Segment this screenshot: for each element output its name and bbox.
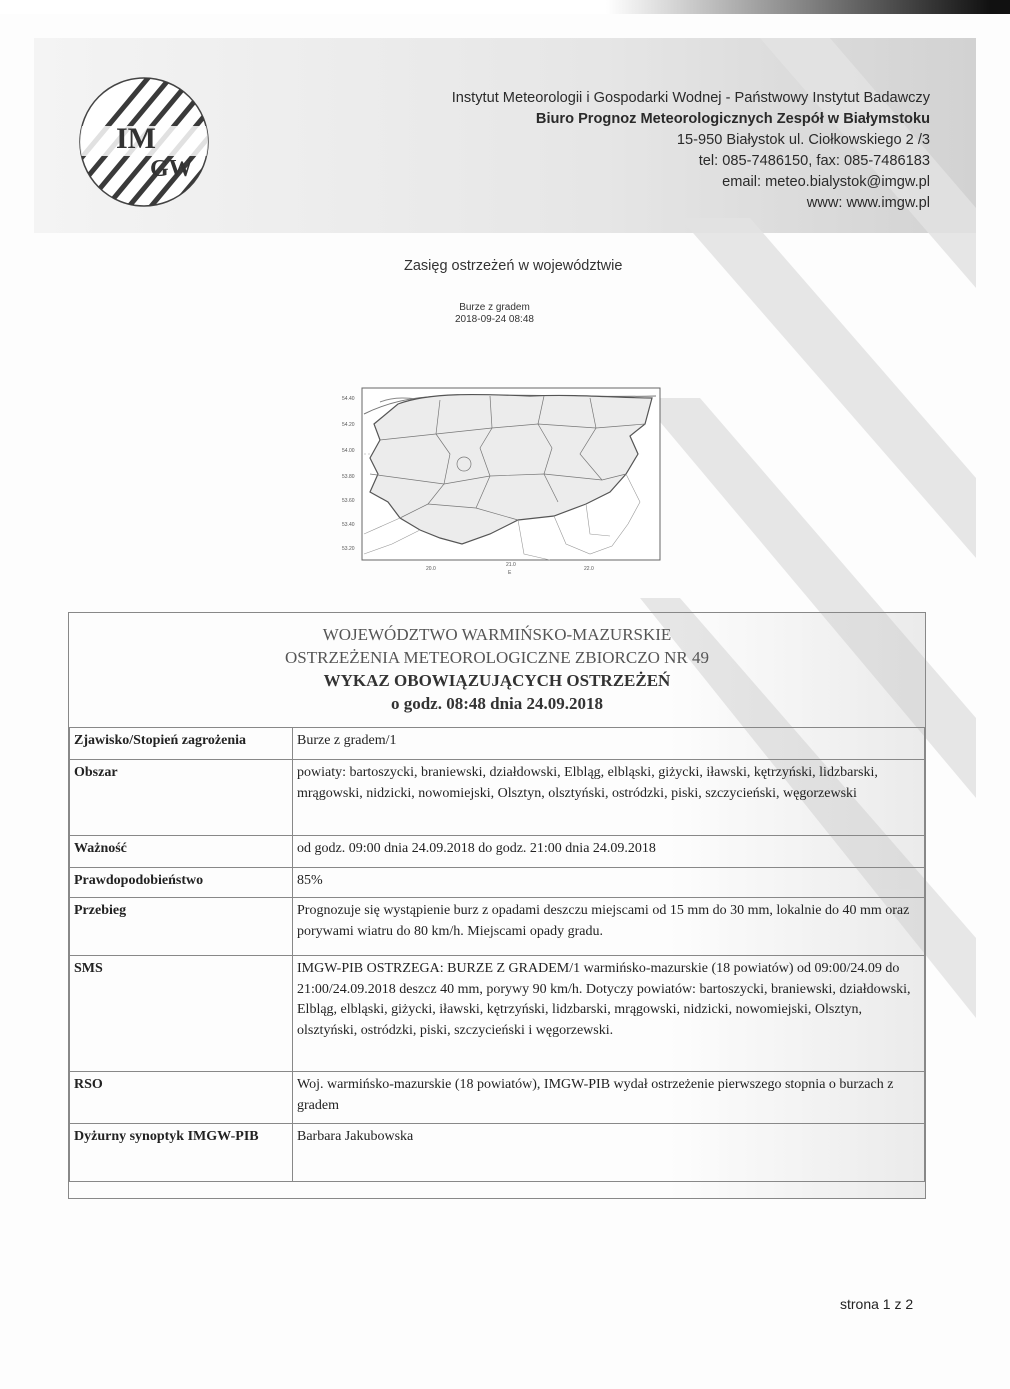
website: www: www.imgw.pl xyxy=(806,195,930,211)
row-value: Woj. warmińsko-mazurskie (18 powiatów), IMGW-PIB wydał ostrzeżenie pierwszego stopnia o burzach z gradem xyxy=(293,1072,925,1124)
map-title: Zasięg ostrzeżeń w województwie xyxy=(404,258,623,274)
row-label: Ważność xyxy=(70,836,293,868)
row-label: Dyżurny synoptyk IMGW-PIB xyxy=(70,1124,293,1182)
lat-tick: 53.80 xyxy=(342,474,355,480)
office-name: Biuro Prognoz Meteorologicznych Zespół w Białymstoku xyxy=(535,111,930,127)
row-value: IMGW-PIB OSTRZEGA: BURZE Z GRADEM/1 warmińsko-mazurskie (18 powiatów) od 09:00/24.09 do 21:00/24.09.2018 deszcz 40 mm, porywy 90 km/h. Dotyczy powiatów: bartoszycki, braniewski, działdowski, Elbląg, elbląski, giżycki, iławski, kętrzyński, lidzbarski, mrągowski, nidzicki, nowomiejski, Olsztyn, olsztyński, ostródzki, piski, szczycieński i węgorzewski. xyxy=(293,956,925,1072)
lat-tick: 54.20 xyxy=(342,422,355,428)
logo-text-bottom: GW xyxy=(150,156,193,182)
lat-tick: 53.40 xyxy=(342,522,355,528)
row-label: Zjawisko/Stopień zagrożenia xyxy=(70,728,293,760)
table-row xyxy=(70,1124,925,1182)
row-value: Prognozuje się wystąpienie burz z opadami deszczu miejscami od 15 mm do 30 mm, lokalnie do 40 mm oraz porywami wiatru do 80 km/h. Miejscami opady gradu. xyxy=(293,898,925,956)
bulletin-title: OSTRZEŻENIA METEOROLOGICZNE ZBIORCZO NR 49 xyxy=(284,648,710,667)
map-timestamp: 2018-09-24 08:48 xyxy=(455,314,534,325)
table-row xyxy=(70,728,925,760)
warning-table xyxy=(69,727,925,1182)
voivodeship-title: WOJEWÓDZTWO WARMIŃSKO-MAZURSKIE xyxy=(322,625,672,644)
row-value: Barbara Jakubowska xyxy=(293,1124,925,1182)
table-row xyxy=(70,868,925,898)
table-row xyxy=(70,760,925,836)
email: email: meteo.bialystok@imgw.pl xyxy=(722,174,930,190)
row-value: powiaty: bartoszycki, braniewski, działdowski, Elbląg, elbląski, giżycki, iławski, kętrzyński, lidzbarski, mrągowski, nidzicki, nowomiejski, Olsztyn, olsztyński, ostródzki, piski, szczycieński, węgorzewski xyxy=(293,760,925,836)
table-row xyxy=(70,898,925,956)
page-number: strona 1 z 2 xyxy=(840,1296,914,1312)
institute-name: Instytut Meteorologii i Gospodarki Wodnej - Państwowy Instytut Badawczy xyxy=(451,90,930,106)
map-phenomenon: Burze z gradem xyxy=(459,302,530,313)
lon-tick: 20.0 xyxy=(426,566,436,572)
map-caption xyxy=(455,302,534,326)
logo-text-top: IM xyxy=(116,122,156,155)
row-label: Prawdopodobieństwo xyxy=(70,868,293,898)
phone-fax: tel: 085-7486150, fax: 085-7486183 xyxy=(698,153,930,169)
row-value: 85% xyxy=(293,868,925,898)
table-row xyxy=(70,956,925,1072)
imgw-logo xyxy=(78,76,210,208)
table-row xyxy=(70,1072,925,1124)
lon-tick: 21.0 xyxy=(506,562,516,568)
warning-region-map xyxy=(340,384,670,584)
row-value: Burze z gradem/1 xyxy=(293,728,925,760)
row-label: SMS xyxy=(70,956,293,1072)
scan-edge xyxy=(0,0,1010,14)
row-value: od godz. 09:00 dnia 24.09.2018 do godz. 21:00 dnia 24.09.2018 xyxy=(293,836,925,868)
lat-tick: 54.40 xyxy=(342,396,355,402)
organization-header xyxy=(452,88,930,214)
list-title: WYKAZ OBOWIĄZUJĄCYCH OSTRZEŻEŃ xyxy=(323,671,671,690)
warning-heading xyxy=(69,613,925,727)
row-label: RSO xyxy=(70,1072,293,1124)
row-label: Przebieg xyxy=(70,898,293,956)
lat-tick: 53.20 xyxy=(342,546,355,552)
lon-tick: 22.0 xyxy=(584,566,594,572)
issue-time: o godz. 08:48 dnia 24.09.2018 xyxy=(390,694,604,713)
table-row xyxy=(70,836,925,868)
row-label: Obszar xyxy=(70,760,293,836)
lat-tick: 54.00 xyxy=(342,448,355,454)
lat-tick: 53.60 xyxy=(342,498,355,504)
address: 15-950 Białystok ul. Ciołkowskiego 2 /3 xyxy=(676,132,930,148)
lon-axis-label: E xyxy=(508,570,512,576)
warning-summary xyxy=(68,612,926,1199)
